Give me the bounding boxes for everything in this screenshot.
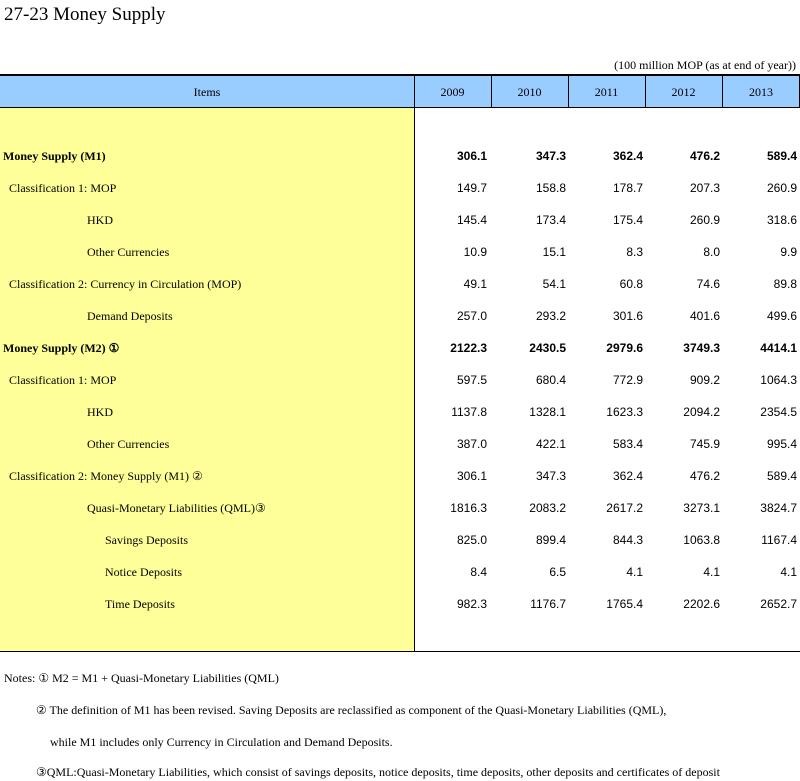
value-cell-2009: 825.0	[456, 533, 487, 547]
value-cell-2009: 982.3	[456, 597, 487, 611]
value-cell-2010: 54.1	[542, 277, 566, 291]
column-divider	[722, 74, 723, 108]
value-cell-2010: 6.5	[549, 565, 566, 579]
column-divider	[491, 74, 492, 108]
note-3: ③QML:Quasi-Monetary Liabilities, which consist of savings deposits, notice deposits, time deposits, other deposits and certificates of deposit	[36, 765, 720, 779]
value-cell-2013: 589.4	[766, 149, 797, 163]
note-1: Notes: ① M2 = M1 + Quasi-Monetary Liabilities (QML)	[4, 671, 279, 685]
value-cell-2012: 74.6	[696, 277, 720, 291]
page-title: 27-23 Money Supply	[4, 4, 166, 25]
value-cell-2012: 745.9	[689, 437, 720, 451]
value-cell-2011: 362.4	[612, 469, 643, 483]
value-cell-2009: 145.4	[456, 213, 487, 227]
value-cell-2013: 2652.7	[760, 597, 797, 611]
value-cell-2011: 1623.3	[606, 405, 643, 419]
value-cell-2009: 306.1	[456, 469, 487, 483]
value-cell-2009: 149.7	[456, 181, 487, 195]
value-cell-2011: 2617.2	[606, 501, 643, 515]
table-row	[0, 460, 800, 492]
row-label: HKD	[87, 405, 113, 419]
value-cell-2010: 2083.2	[529, 501, 566, 515]
table-row	[0, 492, 800, 524]
value-cell-2012: 401.6	[689, 309, 720, 323]
value-cell-2011: 175.4	[612, 213, 643, 227]
note-2-continued: while M1 includes only Currency in Circulation and Demand Deposits.	[50, 735, 393, 749]
value-cell-2013: 3824.7	[760, 501, 797, 515]
table-row	[0, 140, 800, 172]
value-cell-2009: 49.1	[463, 277, 487, 291]
header-year-2010: 2010	[517, 85, 542, 99]
value-cell-2012: 2202.6	[683, 597, 720, 611]
table-row	[0, 428, 800, 460]
row-label: Classification 2: Currency in Circulation (MOP)	[9, 277, 242, 291]
value-cell-2010: 1328.1	[529, 405, 566, 419]
table-header	[0, 74, 800, 108]
value-cell-2011: 1765.4	[606, 597, 643, 611]
row-label: Classification 2: Money Supply (M1) ②	[9, 469, 203, 483]
header-year-2013: 2013	[749, 85, 773, 99]
value-cell-2012: 3749.3	[683, 341, 720, 355]
row-label: Demand Deposits	[87, 309, 173, 323]
value-cell-2011: 844.3	[612, 533, 643, 547]
row-label: Other Currencies	[87, 437, 170, 451]
value-cell-2009: 257.0	[456, 309, 487, 323]
unit-note: (100 million MOP (as at end of year))	[614, 58, 796, 72]
value-cell-2011: 583.4	[612, 437, 643, 451]
value-cell-2012: 2094.2	[683, 405, 720, 419]
value-cell-2012: 260.9	[689, 213, 720, 227]
value-cell-2011: 772.9	[612, 373, 643, 387]
header-items: Items	[193, 85, 221, 99]
value-cell-2013: 2354.5	[760, 405, 797, 419]
value-cell-2013: 4414.1	[760, 341, 797, 355]
value-cell-2012: 476.2	[689, 149, 720, 163]
value-cell-2010: 347.3	[535, 469, 566, 483]
row-label: Time Deposits	[105, 597, 175, 611]
table-row	[0, 268, 800, 300]
value-cell-2013: 89.8	[773, 277, 797, 291]
value-cell-2011: 362.4	[612, 149, 643, 163]
table-row	[0, 300, 800, 332]
value-cell-2009: 2122.3	[450, 341, 487, 355]
value-cell-2013: 9.9	[780, 245, 797, 259]
value-cell-2010: 15.1	[542, 245, 566, 259]
header-year-2009: 2009	[440, 85, 465, 99]
table-row	[0, 364, 800, 396]
value-cell-2011: 178.7	[612, 181, 643, 195]
money-supply-table	[0, 74, 800, 652]
row-label: HKD	[87, 213, 113, 227]
row-label: Savings Deposits	[105, 533, 189, 547]
row-label: Classification 1: MOP	[9, 181, 117, 195]
value-cell-2011: 301.6	[612, 309, 643, 323]
value-cell-2012: 207.3	[689, 181, 720, 195]
value-cell-2013: 1167.4	[761, 533, 797, 547]
table-bottom-rule	[0, 651, 800, 652]
column-divider	[568, 74, 569, 108]
value-cell-2011: 4.1	[626, 565, 643, 579]
row-label: Money Supply (M1)	[3, 149, 106, 163]
value-cell-2010: 1176.7	[530, 597, 566, 611]
value-cell-2010: 680.4	[535, 373, 566, 387]
row-label: Other Currencies	[87, 245, 170, 259]
value-cell-2011: 8.3	[626, 245, 643, 259]
row-label: Money Supply (M2) ①	[3, 341, 120, 355]
value-cell-2012: 1063.8	[683, 533, 720, 547]
value-cell-2013: 4.1	[780, 565, 797, 579]
value-cell-2009: 1816.3	[450, 501, 487, 515]
value-cell-2012: 476.2	[689, 469, 720, 483]
value-cell-2009: 306.1	[456, 149, 487, 163]
value-cell-2009: 8.4	[470, 565, 487, 579]
value-cell-2011: 2979.6	[606, 341, 643, 355]
value-cell-2010: 899.4	[535, 533, 566, 547]
value-cell-2012: 4.1	[703, 565, 720, 579]
value-cell-2010: 2430.5	[529, 341, 566, 355]
table-row	[0, 236, 800, 268]
row-label: Classification 1: MOP	[9, 373, 117, 387]
value-cell-2013: 499.6	[766, 309, 797, 323]
value-cell-2010: 158.8	[535, 181, 566, 195]
table-row	[0, 524, 800, 556]
table-row	[0, 172, 800, 204]
value-cell-2010: 173.4	[535, 213, 566, 227]
header-year-2011: 2011	[594, 85, 619, 99]
table-row	[0, 204, 800, 236]
value-cell-2009: 10.9	[463, 245, 487, 259]
value-cell-2010: 293.2	[535, 309, 566, 323]
value-cell-2011: 60.8	[619, 277, 643, 291]
table-row	[0, 588, 800, 620]
column-divider	[645, 74, 646, 108]
value-cell-2009: 1137.8	[451, 405, 487, 419]
value-cell-2010: 422.1	[535, 437, 566, 451]
value-cell-2010: 347.3	[535, 149, 566, 163]
value-cell-2012: 8.0	[703, 245, 720, 259]
value-cell-2013: 995.4	[766, 437, 797, 451]
value-cell-2013: 260.9	[766, 181, 797, 195]
table-row	[0, 396, 800, 428]
value-cell-2013: 1064.3	[760, 373, 797, 387]
table-row	[0, 332, 800, 364]
table-row	[0, 556, 800, 588]
value-cell-2013: 318.6	[766, 213, 797, 227]
header-year-2012: 2012	[671, 85, 696, 99]
value-cell-2012: 909.2	[689, 373, 720, 387]
value-cell-2012: 3273.1	[683, 501, 720, 515]
value-cell-2009: 597.5	[456, 373, 487, 387]
note-2: ② The definition of M1 has been revised. Saving Deposits are reclassified as component of the Quasi-Monetary Liabilities (QML),	[36, 703, 667, 717]
row-label: Notice Deposits	[105, 565, 182, 579]
value-cell-2013: 589.4	[766, 469, 797, 483]
row-label: Quasi-Monetary Liabilities (QML)③	[87, 501, 266, 515]
value-cell-2009: 387.0	[456, 437, 487, 451]
